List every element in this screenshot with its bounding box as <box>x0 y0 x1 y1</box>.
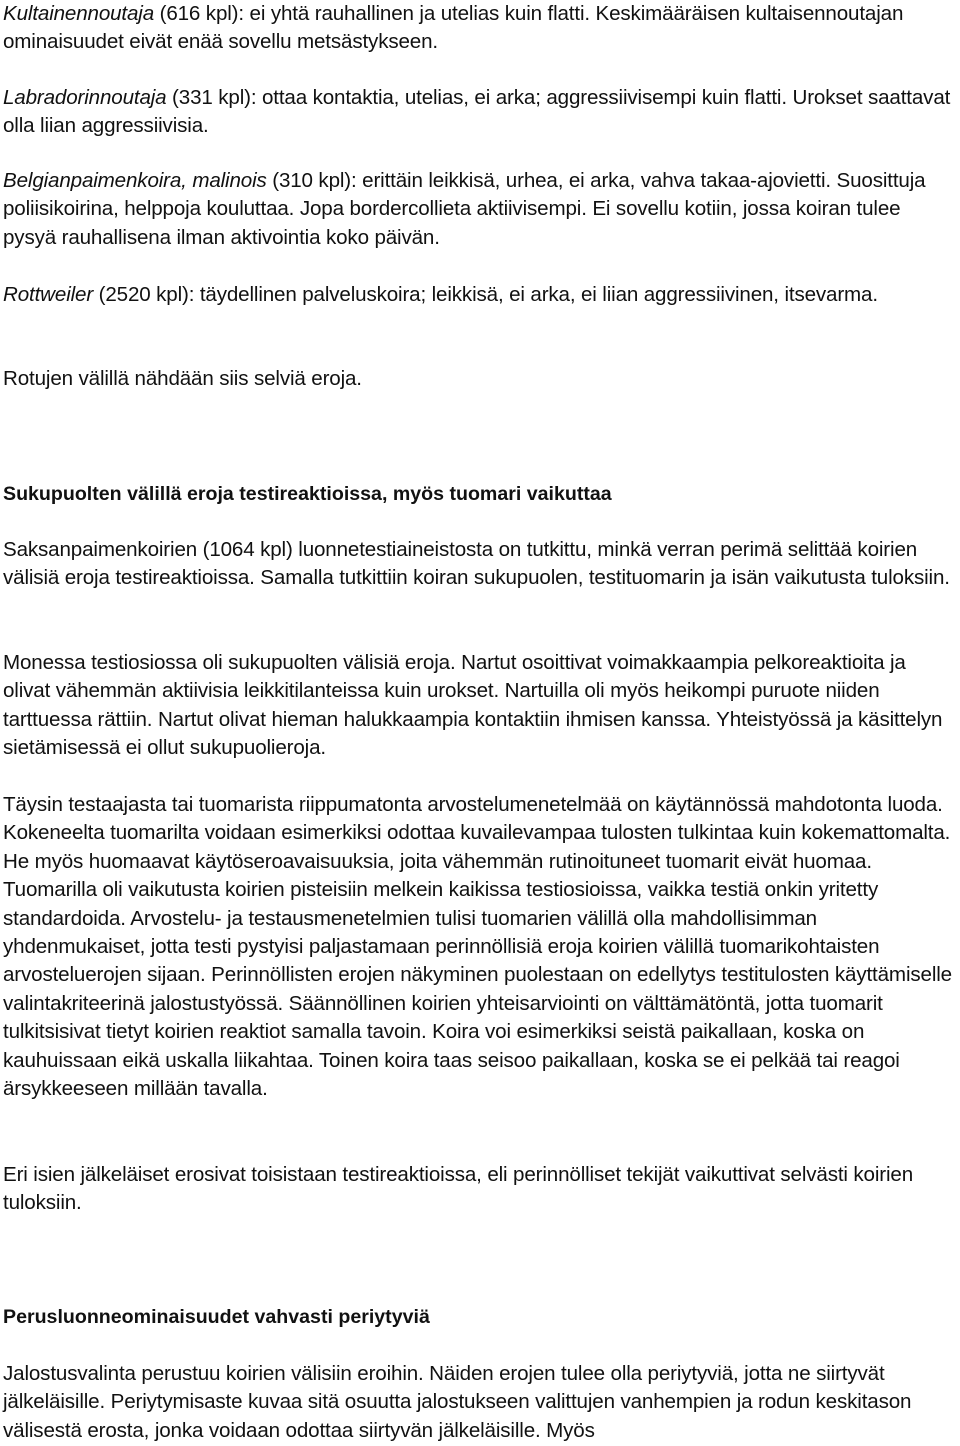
breed-paragraph-malinois <box>3 167 957 252</box>
breed-description: (310 kpl): erittäin leikkisä, urhea, ei arka, vahva takaa-ajovietti. Suosittuja poliisikoirina, helppoja kouluttaa. Jopa bordercollieta aktiivisempi. Ei sovellu kotiin, jossa koiran tulee pysyä rauhallisena ilman aktivointia koko päivän. <box>3 169 926 249</box>
section-heading-heritability: Perusluonneominaisuudet vahvasti periytyviä <box>3 1306 430 1328</box>
breed-name: Belgianpaimenkoira, malinois <box>3 169 267 192</box>
breed-paragraph-labrador-retriever <box>3 84 957 141</box>
heritability-section-paragraph: Jalostusvalinta perustuu koirien välisiin eroihin. Näiden erojen tulee olla periytyviä, jotta ne siirtyvät jälkeläisille. Periytymisaste kuvaa sitä osuutta jalostukseen valittujen vanhempien ja rodun keskitason välisestä erosta, jonka voidaan odottaa siirtyvän jälkeläisille. Myös <box>3 1362 912 1442</box>
sex-section-paragraph: Monessa testiosiossa oli sukupuolten välisiä eroja. Nartut osoittivat voimakkaampia pelkoreaktioita ja olivat vähemmän aktiivisia leikkitilanteissa kuin urokset. Nartuilla oli myös heikompi puruote niiden tarttuessa rättiin. Nartut olivat hieman halukkaampia kontaktiin ihmisen kanssa. Yhteistyössä ja käsittelyn sietämisessä ei ollut sukupuolieroja. <box>3 651 943 760</box>
sex-section-paragraph: Täysin testaajasta tai tuomarista riippumatonta arvostelumenetelmää on käytännössä mahdotonta luoda. Kokeneelta tuomarilta voidaan esimerkiksi odottaa kuvailevampaa tulosten tulkintaa kuin kokemattomalta. He myös huomaavat käytöseroavaisuuksia, joita vähemmän rutinoituneet tuomarit eivät huomaa. Tuomarilla oli vaikutusta koirien pisteisiin melkein kaikissa testiosioissa, vaikka testiä onkin yritetty standardoida. Arvostelu- ja testausmenetelmien tulisi tuomarien välillä olla mahdollisimman yhdenmukaiset, jotta testi pystyisi paljastamaan perinnöllisiä eroja koirien välillä tuomarikohtaisten arvosteluerojen sijaan. Perinnöllisten erojen näkyminen puolestaan on edellytys testitulosten käyttämiselle valintakriteerinä jalostustyössä. Säännöllinen koirien yhteisarviointi on välttämätöntä, jotta tuomarit tulkitsisivat tietyt koirien reaktiot samalla tavoin. Koira voi esimerkiksi seistä paikallaan, koska on kauhuissaan eikä uskalla liikahtaa. Toinen koira taas seisoo paikallaan, koska se ei pelkää tai reagoi ärsykkeeseen millään tavalla. <box>3 793 952 1101</box>
breed-description: (331 kpl): ottaa kontaktia, utelias, ei arka; aggressiivisempi kuin flatti. Urokset saattavat olla liian aggressiivisia. <box>3 86 951 138</box>
breed-paragraph-rottweiler <box>3 281 878 309</box>
breed-name: Rottweiler <box>3 283 94 306</box>
breed-name: Kultainennoutaja <box>3 2 155 25</box>
section-heading-sex-differences: Sukupuolten välillä eroja testireaktioissa, myös tuomari vaikuttaa <box>3 483 612 505</box>
sex-section-paragraph: Saksanpaimenkoirien (1064 kpl) luonnetestiaineistosta on tutkittu, minkä verran perimä selittää koirien välisiä eroja testireaktioissa. Samalla tutkittiin koiran sukupuolen, testituomarin ja isän vaikutusta tuloksiin. <box>3 538 950 590</box>
breeds-summary-paragraph: Rotujen välillä nähdään siis selviä eroja. <box>3 367 362 390</box>
breed-description: (616 kpl): ei yhtä rauhallinen ja utelias kuin flatti. Keskimääräisen kultaisennoutajan ominaisuudet eivät enää sovellu metsästykseen. <box>3 2 904 54</box>
sex-section-paragraph: Eri isien jälkeläiset erosivat toisistaan testireaktioissa, eli perinnölliset tekijät vaikuttivat selvästi koirien tuloksiin. <box>3 1163 914 1215</box>
breed-description: (2520 kpl): täydellinen palveluskoira; leikkisä, ei arka, ei liian aggressiivinen, itsevarma. <box>93 283 878 306</box>
breed-paragraph-golden-retriever <box>3 0 957 57</box>
breed-name: Labradorinnoutaja <box>3 86 167 109</box>
